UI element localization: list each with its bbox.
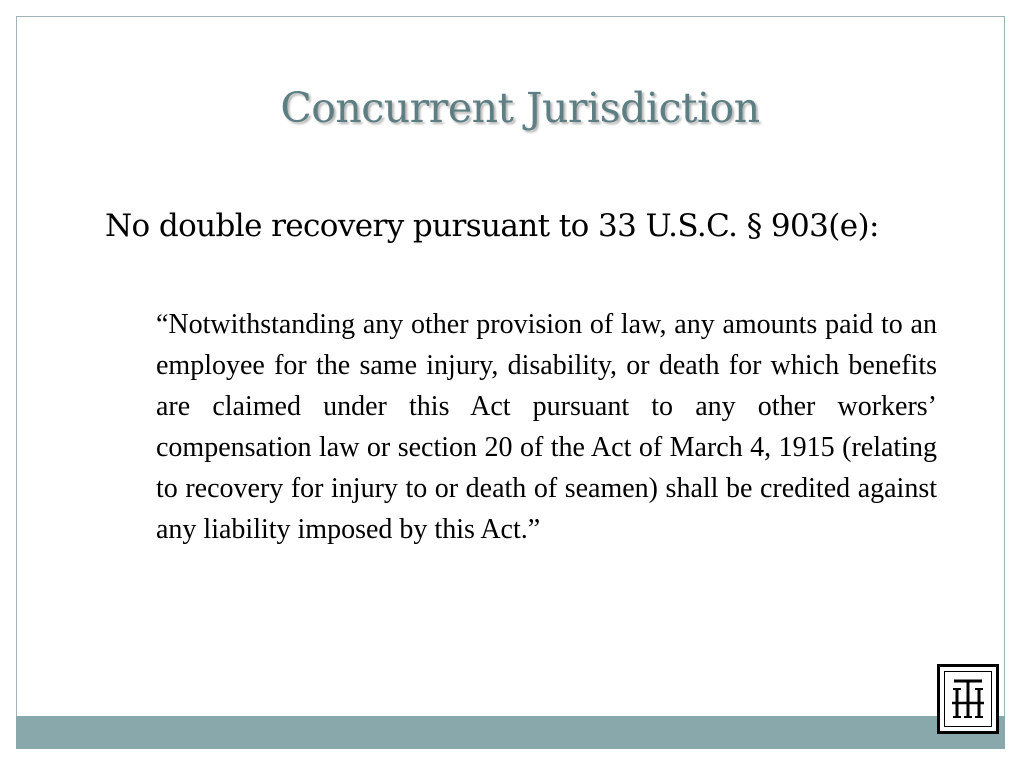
lead-paragraph: No double recovery pursuant to 33 U.S.C. § 903(e): xyxy=(105,208,879,244)
bottom-accent-band xyxy=(16,716,1005,749)
th-monogram-glyph xyxy=(940,667,996,731)
statute-quote: “Notwithstanding any other provision of law, any amounts paid to an employee for the same injury, disability, or death for which benefits are claimed under this Act pursuant to any other workers’ compensation law or section 20 of the Act of March 4, 1915 (relating to recovery for injury to or death of seamen) shall be credited against any liability imposed by this Act.” xyxy=(156,309,937,545)
slide-title: Concurrent Jurisdiction xyxy=(280,84,760,132)
th-monogram-logo-icon xyxy=(937,664,999,734)
